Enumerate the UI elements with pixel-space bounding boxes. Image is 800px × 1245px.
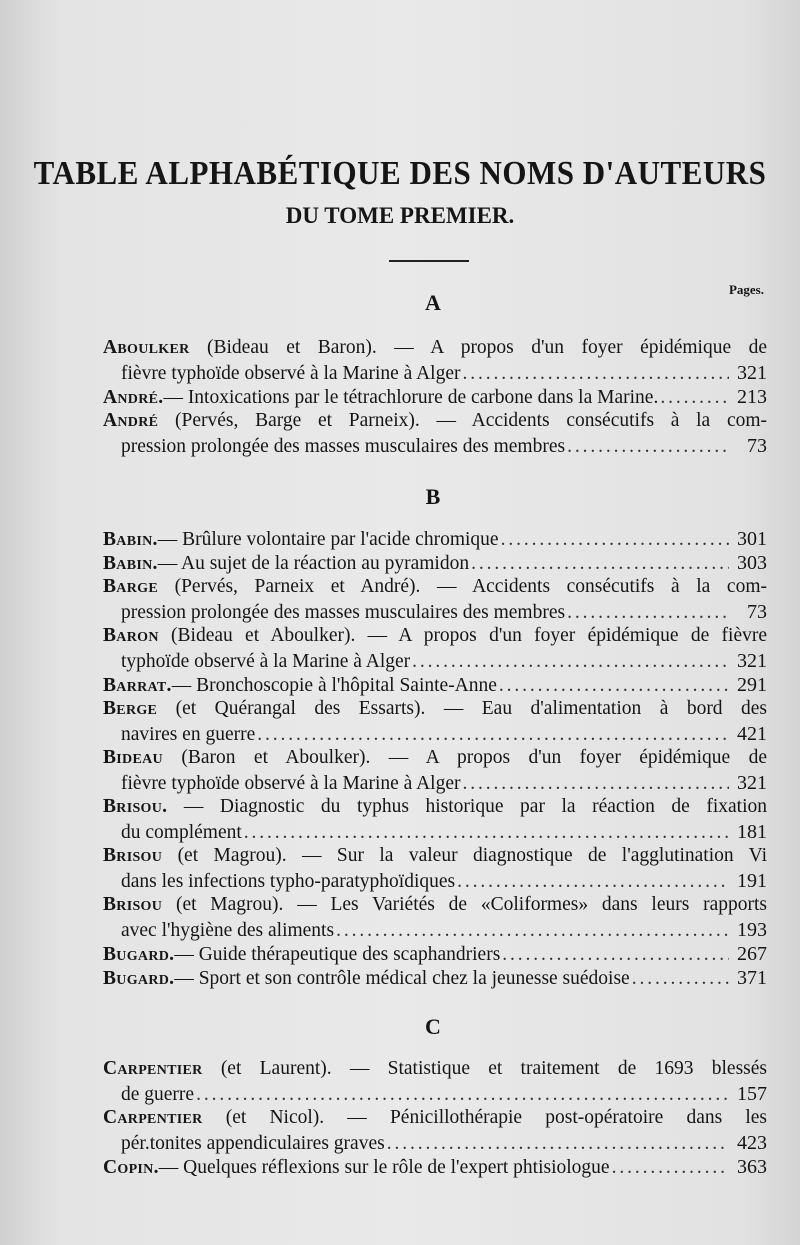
entry-text: pression prolongée des masses musculaires des membres bbox=[121, 435, 566, 457]
page-number: 193 bbox=[737, 918, 767, 941]
page-title: TABLE ALPHABÉTIQUE DES NOMS D'AUTEURS bbox=[33, 153, 767, 192]
page-number: 371 bbox=[737, 967, 767, 989]
entry-text: — Intoxications par le tétrachlorure de carbone dans la Marine. bbox=[163, 387, 659, 408]
author-name: Baron bbox=[103, 625, 159, 646]
entry-text: (et Magrou). — Les Variétés de «Coliformes» dans leurs rapports bbox=[175, 894, 767, 915]
entry-text: — Diagnostic du typhus historique par la réaction de fixation bbox=[183, 796, 768, 817]
dot-leader bbox=[412, 650, 729, 675]
author-name: André. bbox=[103, 387, 164, 408]
author-name: Bideau bbox=[103, 747, 163, 768]
page-number: 191 bbox=[737, 869, 767, 892]
dot-leader bbox=[336, 919, 729, 944]
entry-text: (et Quérangal des Essarts). — Eau d'alimentation à bord des bbox=[175, 698, 768, 719]
author-name: Barge bbox=[103, 576, 158, 597]
index-entry bbox=[103, 409, 767, 459]
page-number: 421 bbox=[737, 722, 767, 745]
dot-leader bbox=[502, 943, 729, 968]
dot-leader bbox=[471, 552, 729, 577]
dot-leader bbox=[196, 1083, 729, 1108]
page-number: 213 bbox=[737, 386, 767, 408]
author-name: Bugard. bbox=[103, 968, 175, 989]
page-number: 291 bbox=[737, 674, 767, 696]
entry-text: (Pervés, Barge et Parneix). — Accidents consécutifs à la com- bbox=[175, 410, 768, 431]
entry-text: — Guide thérapeutique des scaphandriers bbox=[174, 944, 501, 965]
pages-column-label: Pages. bbox=[728, 282, 764, 297]
title-divider bbox=[389, 260, 469, 262]
entry-text: pression prolongée des masses musculaires des membres bbox=[121, 601, 566, 623]
entry-text: (et Magrou). — Sur la valeur diagnostique de l'agglutination Vi bbox=[177, 845, 768, 866]
page-number: 321 bbox=[737, 361, 767, 384]
entry-text: (Bideau et Aboulker). — A propos d'un foyer épidémique de fièvre bbox=[171, 625, 767, 646]
dot-leader bbox=[567, 435, 729, 460]
dot-leader bbox=[457, 870, 729, 895]
index-entry bbox=[103, 336, 767, 386]
author-name: Babin. bbox=[103, 553, 158, 574]
entry-text: pér.tonites appendiculaires graves bbox=[121, 1132, 385, 1154]
entry-text: avec l'hygiène des aliments bbox=[121, 919, 335, 941]
entry-text: (et Nicol). — Pénicillothérapie post-opératoire dans les bbox=[225, 1107, 768, 1128]
index-entry bbox=[103, 385, 767, 411]
index-entry bbox=[103, 624, 767, 674]
index-entry bbox=[103, 746, 767, 796]
index-entry bbox=[103, 966, 767, 992]
page-number: 363 bbox=[737, 1156, 767, 1178]
dot-leader bbox=[567, 601, 729, 626]
entry-text: typhoïde observé à la Marine à Alger bbox=[121, 650, 411, 672]
dot-leader bbox=[257, 723, 729, 748]
index-entry bbox=[103, 527, 767, 553]
page-number: 321 bbox=[737, 649, 767, 672]
entry-text: (et Laurent). — Statistique et traitement de 1693 blessés bbox=[220, 1058, 768, 1079]
author-name: Brisou. bbox=[103, 796, 168, 817]
section-letter: A bbox=[425, 290, 441, 315]
author-name: Brisou bbox=[103, 845, 163, 866]
author-name: Bugard. bbox=[103, 944, 175, 965]
index-entry bbox=[103, 673, 767, 699]
index-entry bbox=[103, 1057, 767, 1107]
entry-text: fièvre typhoïde observé à la Marine à Alger bbox=[121, 772, 461, 794]
dot-leader bbox=[660, 386, 729, 411]
index-entry bbox=[103, 575, 767, 625]
page-number: 423 bbox=[737, 1131, 767, 1154]
entry-text: de guerre bbox=[121, 1083, 195, 1105]
index-entry bbox=[103, 1155, 767, 1181]
index-entry bbox=[103, 1106, 767, 1156]
entry-text: — Brûlure volontaire par l'acide chromique bbox=[157, 529, 499, 550]
entry-text: (Bideau et Baron). — A propos d'un foyer épidémique de bbox=[207, 337, 768, 358]
page-number: 73 bbox=[747, 600, 767, 623]
dot-leader bbox=[387, 1132, 729, 1157]
page-number: 157 bbox=[737, 1082, 767, 1105]
entry-text: — Sport et son contrôle médical chez la jeunesse suédoise bbox=[174, 968, 630, 989]
entry-text: du complément bbox=[121, 821, 242, 843]
page-number: 303 bbox=[737, 552, 767, 574]
page-number: 181 bbox=[737, 820, 767, 843]
entry-text: navires en guerre bbox=[121, 723, 256, 745]
entry-text: (Pervés, Parneix et André). — Accidents consécutifs à la com- bbox=[174, 576, 767, 597]
dot-leader bbox=[463, 772, 730, 797]
author-name: Berge bbox=[103, 698, 158, 719]
section-letter: C bbox=[425, 1014, 441, 1039]
index-entry bbox=[103, 795, 767, 845]
author-name: Babin. bbox=[103, 529, 158, 550]
entry-text: dans les infections typho-paratyphoïdiques bbox=[121, 870, 456, 892]
entry-text: — Quelques réflexions sur le rôle de l'expert phtisiologue bbox=[158, 1157, 610, 1178]
entry-text: — Bronchoscopie à l'hôpital Sainte-Anne bbox=[171, 675, 497, 696]
author-name: Copin. bbox=[103, 1157, 159, 1178]
dot-leader bbox=[463, 362, 730, 387]
index-entry bbox=[103, 893, 767, 943]
dot-leader bbox=[612, 1156, 729, 1181]
dot-leader bbox=[632, 967, 729, 992]
index-entry bbox=[103, 844, 767, 894]
author-name: Aboulker bbox=[103, 337, 190, 358]
page-number: 267 bbox=[737, 943, 767, 965]
page-subtitle: DU TOME PREMIER. bbox=[285, 203, 515, 228]
page-number: 301 bbox=[737, 528, 767, 550]
entry-text: fièvre typhoïde observé à la Marine à Alger bbox=[121, 362, 461, 384]
index-entry bbox=[103, 551, 767, 577]
author-name: Carpentier bbox=[103, 1058, 203, 1079]
entry-text: — Au sujet de la réaction au pyramidon bbox=[157, 553, 470, 574]
entry-text: (Baron et Aboulker). — A propos d'un foyer épidémique de bbox=[181, 747, 767, 768]
author-name: Brisou bbox=[103, 894, 163, 915]
author-name: Carpentier bbox=[103, 1107, 203, 1128]
index-entry bbox=[103, 942, 767, 968]
dot-leader bbox=[499, 674, 729, 699]
dot-leader bbox=[244, 821, 729, 846]
index-entry bbox=[103, 697, 767, 747]
page-number: 321 bbox=[737, 771, 767, 794]
author-name: Barrat. bbox=[103, 675, 172, 696]
page-number: 73 bbox=[747, 434, 767, 457]
author-name: André bbox=[103, 410, 159, 431]
section-letter: B bbox=[425, 484, 441, 509]
dot-leader bbox=[501, 528, 729, 553]
